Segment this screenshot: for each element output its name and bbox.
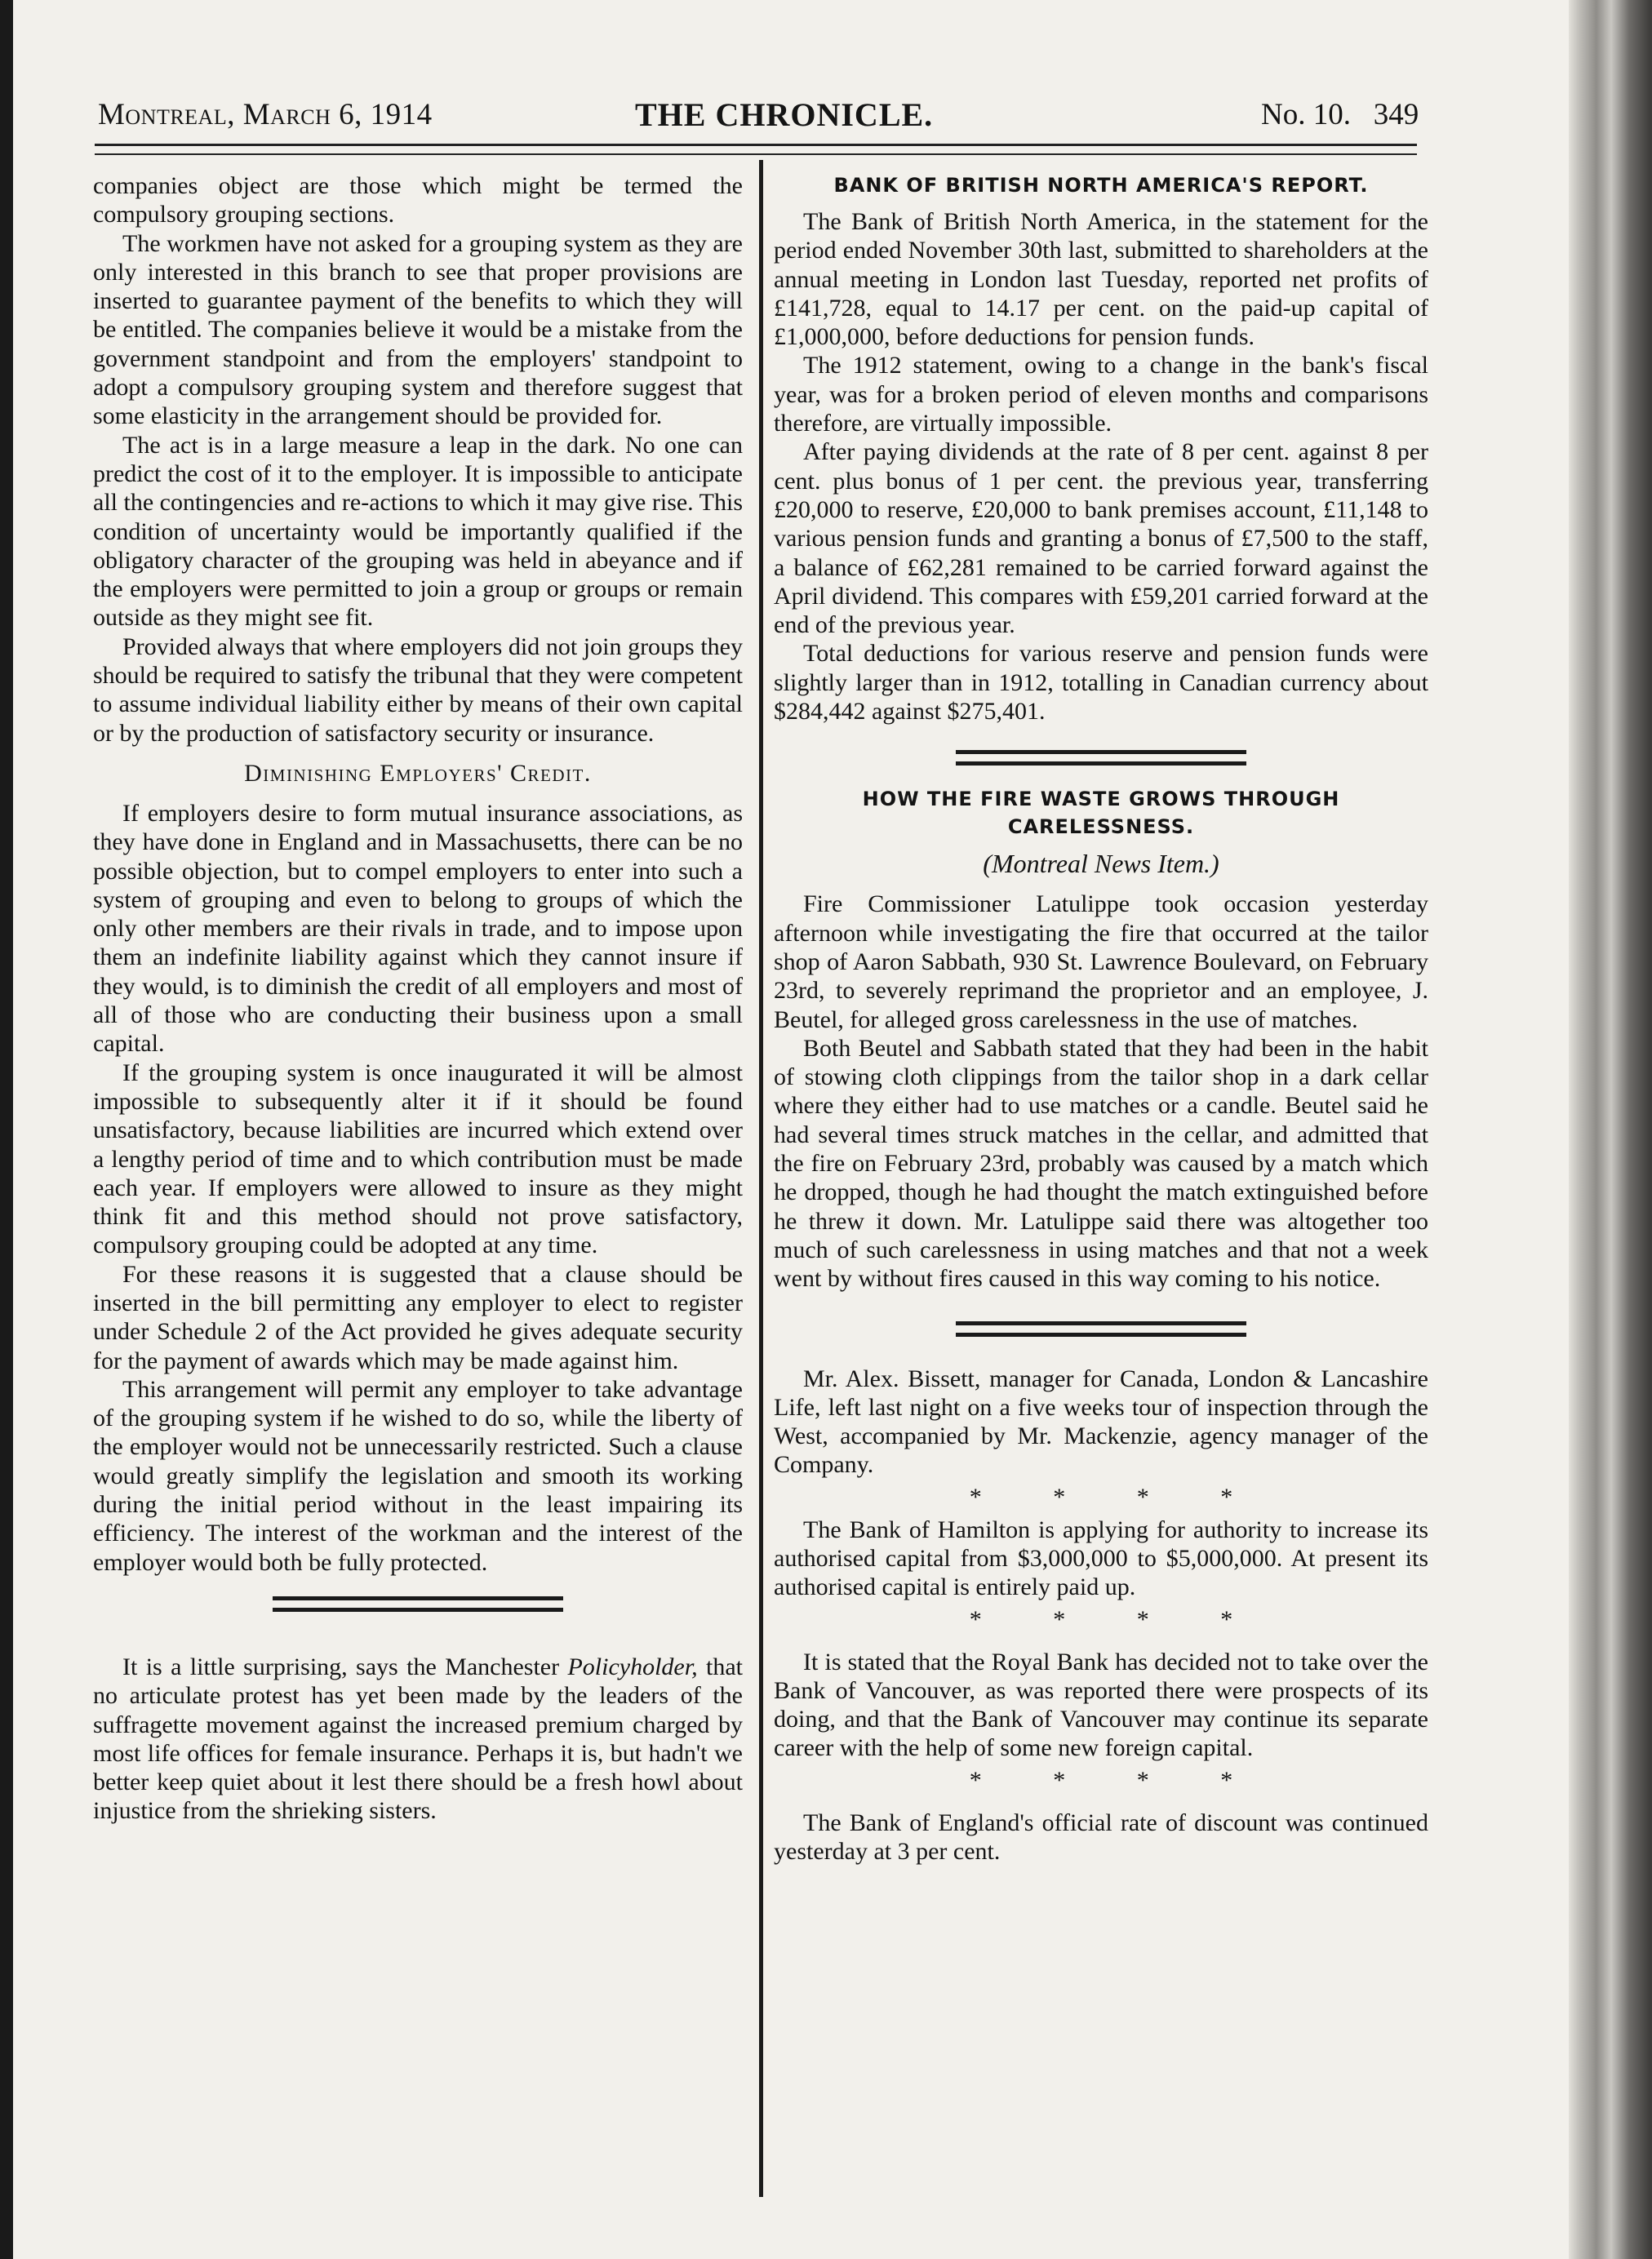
paragraph: Mr. Alex. Bissett, manager for Canada, London & Lancashire Life, left last night on a five weeks tour of inspection through the West, accompanied by Mr. Mackenzie, agency manager of the Company. (774, 1365, 1428, 1479)
header-rule (95, 144, 1417, 155)
paragraph: This arrangement will permit any employer to take advantage of the grouping system if he wished to do so, while the liberty of the employer would not be unnecessarily restricted. Such a clause would greatly simplify the legislation and smooth its working during the initial period without in the least impairing its efficiency. The interest of the workman and the interest of the employer would both be fully protected. (93, 1375, 743, 1576)
header-title: THE CHRONICLE. (635, 96, 934, 133)
paragraph: companies object are those which might be termed the compulsory grouping sections. (93, 172, 743, 229)
section-divider (956, 1321, 1246, 1337)
article-heading: BANK OF BRITISH NORTH AMERICA'S REPORT. (833, 174, 1369, 197)
paragraph: If the grouping system is once inaugurated it will be almost impossible to subsequently alter it if it should be found unsatisfactory, because liabilities are incurred which extend over a lengthy period of time and to which contribution must be made each year. If employers were allowed to insure as they might think fit and this method should not prove satisfactory, compulsory grouping could be adopted at any time. (93, 1058, 743, 1259)
paragraph: The 1912 statement, owing to a change in the bank's fiscal year, was for a broken period of eleven months and comparisons therefore, are virtually impossible. (774, 352, 1428, 437)
paragraph: Both Beutel and Sabbath stated that they had been in the habit of stowing cloth clippings from the tailor shop in a dark cellar where they either had to use matches or a candle. Beutel said he had several times struck matches in the cellar, and admitted that the fire on February 23rd, probably was caused by a match which he dropped, though he had thought the match extinguished before he threw it down. Mr. Latulippe said there was altogether too much of such carelessness in using matches and that not a week went by without fires caused in this way coming to his notice. (774, 1034, 1428, 1293)
section-divider (956, 750, 1246, 766)
paragraph: The Bank of England's official rate of discount was continued yesterday at 3 per cent. (774, 1809, 1428, 1866)
paragraph: Total deductions for various reserve and pension funds were slightly larger than in 1912, totalling in Canadian currency about $284,442 against $275,401. (774, 640, 1428, 726)
separator-stars: * * * * (969, 1483, 1266, 1511)
paragraph-text: It is a little surprising, says the Manchester (122, 1653, 568, 1680)
paragraph-text: that no articulate protest has yet been made by the leaders of the suffragette movement against the increased premium charged by most life offices for female insurance. Perhaps it is, but hadn't we better keep quiet about it lest there should be a fresh howl about injustice from the shrieking sisters. (93, 1653, 743, 1825)
separator-stars: * * * * (969, 1605, 1266, 1633)
paragraph: For these reasons it is suggested that a clause should be inserted in the bill permitting any employer to elect to register under Schedule 2 of the Act provided he gives adequate security for the payment of awards which may be made against him. (93, 1260, 743, 1374)
header-issue-page: No. 10. 349 (1261, 98, 1419, 131)
section-heading: Diminishing Employers' Credit. (244, 759, 592, 787)
book-binding (1569, 0, 1652, 2259)
publication-name: Policyholder, (567, 1653, 698, 1680)
left-column (93, 171, 743, 1826)
paragraph: It is stated that the Royal Bank has decided not to take over the Bank of Vancouver, as was reported there were prospects of its doing, and that the Bank of Vancouver may continue its separate career with the help of some new foreign capital. (774, 1648, 1428, 1762)
paragraph: Provided always that where employers did not join groups they should be required to satisfy the tribunal that they were competent to assume individual liability either by means of their own capital or by the production of satisfactory security or insurance. (93, 632, 743, 747)
paragraph: The act is in a large measure a leap in the dark. No one can predict the cost of it to the employer. It is impossible to anticipate all the contingencies and re-actions to which it may give rise. This condition of uncertainty would be importantly qualified if the obligatory character of the grouping was held in abeyance and if the employers were permitted to join a group or groups or remain outside as they might see fit. (93, 431, 743, 632)
paragraph: After paying dividends at the rate of 8 per cent. against 8 per cent. plus bonus of 1 per cent. the previous year, transferring £20,000 to reserve, £20,000 to bank premises account, £11,148 to various pension funds and granting a bonus of £7,500 to the staff, a balance of £62,281 remained to be carried forward against the April dividend. This compares with £59,201 carried forward at the end of the previous year. (774, 438, 1428, 639)
right-column (774, 171, 1428, 1866)
paragraph: Fire Commissioner Latulippe took occasion yesterday afternoon while investigating the fire that occurred at the tailor shop of Aaron Sabbath, 930 St. Lawrence Boulevard, on February 23rd, to severely reprimand the proprietor and an employee, J. Beutel, for alleged gross carelessness in the use of matches. (774, 890, 1428, 1033)
paragraph: The Bank of British North America, in the statement for the period ended November 30th last, submitted to shareholders at the annual meeting in London last Tuesday, reported net profits of £141,728, equal to 14.17 per cent. on the paid-up capital of £1,000,000, before deductions for pension funds. (774, 208, 1428, 351)
paragraph: The workmen have not asked for a grouping system as they are only interested in this branch to see that proper provisions are inserted to guarantee payment of the benefits to which they will be entitled. The companies believe it would be a mistake from the government standpoint and from the employers' standpoint to adopt a compulsory grouping system and therefore suggest that some elasticity in the arrangement should be provided for. (93, 229, 743, 430)
article-subheading: (Montreal News Item.) (983, 849, 1219, 879)
separator-stars: * * * * (969, 1766, 1266, 1794)
paragraph: The Bank of Hamilton is applying for authority to increase its authorised capital from $3,000,000 to $5,000,000. At present its authorised capital is entirely paid up. (774, 1516, 1428, 1601)
header-dateline: Montreal, March 6, 1914 (98, 98, 433, 131)
paragraph: If employers desire to form mutual insurance associations, as they have done in England and in Massachusetts, there can be no possible objection, but to compel employers to enter into such a system of grouping and even to belong to groups of which the only other members are their rivals in trade, and to impose upon them an indefinite liability against which they cannot insure if they would, is to diminish the credit of all employers and most of all of those who are conducting their business upon a small capital. (93, 799, 743, 1058)
paragraph (93, 1653, 743, 1826)
column-divider (759, 160, 763, 2197)
section-divider (273, 1596, 563, 1612)
article-heading: HOW THE FIRE WASTE GROWS THROUGH CARELESSNESS. (862, 788, 1340, 839)
